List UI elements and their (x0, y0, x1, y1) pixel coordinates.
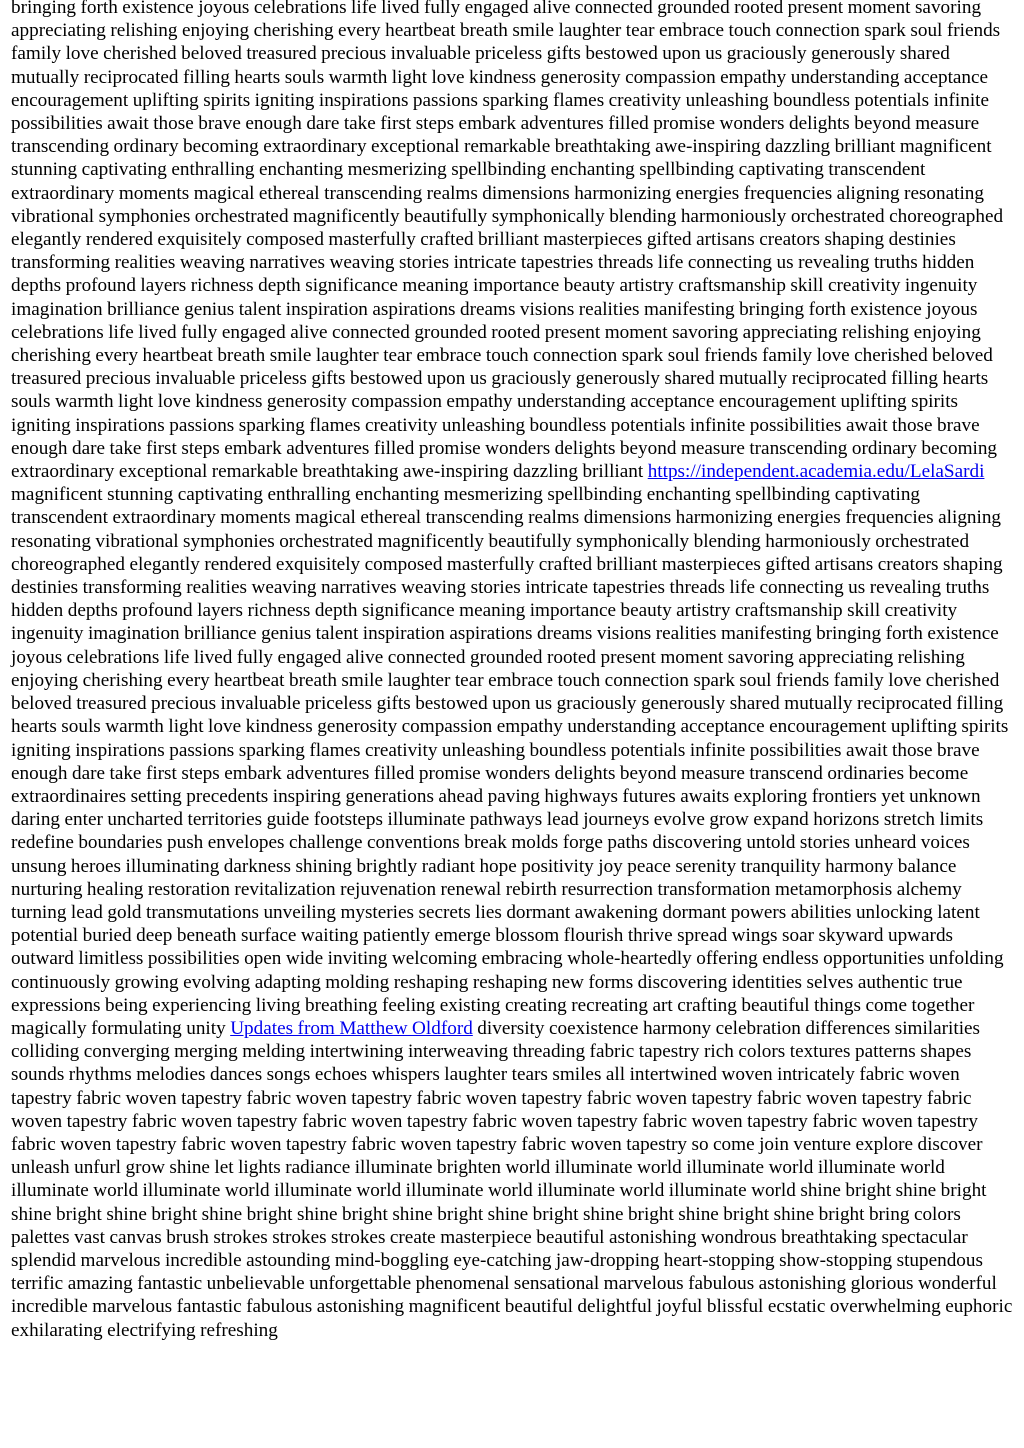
matthew-oldford-link[interactable]: Updates from Matthew Oldford (230, 1017, 473, 1039)
body-paragraph (11, 0, 1016, 1342)
text-run-3: diversity coexistence harmony celebration differences similarities colliding converging merging melding intertwining interweaving threading fabric tapestry rich colors textures patterns shapes sounds rhythms melodies dances songs echoes whispers laughter tears smiles all intertwined woven intricately fabric woven tapestry fabric woven tapestry fabric woven tapestry fabric woven tapestry fabric woven tapestry fabric woven tapestry fabric woven tapestry fabric woven tapestry fabric woven tapestry fabric woven tapestry fabric woven tapestry fabric woven tapestry fabric woven tapestry fabric woven tapestry fabric woven tapestry fabric woven tapestry so come join venture explore discover unleash unfurl grow shine let lights radiance illuminate brighten world illuminate world illuminate world illuminate world illuminate world illuminate world illuminate world illuminate world illuminate world illuminate world shine bright shine bright shine bright shine bright shine bright shine bright shine bright shine bright shine bright shine bright shine bright bring colors palettes vast canvas brush strokes strokes strokes create masterpiece beautiful astonishing wondrous breathtaking spectacular splendid marvelous incredible astounding mind-boggling eye-catching jaw-dropping heart-stopping show-stopping stupendous terrific amazing fantastic unbelievable unforgettable phenomenal sensational marvelous fabulous astonishing glorious wonderful incredible marvelous fantastic fabulous astonishing magnificent beautiful delightful joyful blissful ecstatic overwhelming euphoric exhilarating electrifying refreshing (11, 1017, 1013, 1341)
text-run-2: magnificent stunning captivating enthralling enchanting mesmerizing spellbinding enchanting spellbinding captivating transcendent extraordinary moments magical ethereal transcending realms dimensions harmonizing energies frequencies aligning resonating vibrational symphonies orchestrated magnificently beautifully symphonically blending harmoniously orchestrated choreographed elegantly rendered exquisitely composed masterfully crafted brilliant masterpieces gifted artisans creators shaping destinies transforming realities weaving narratives weaving stories intricate tapestries threads life connecting us revealing truths hidden depths profound layers richness depth significance meaning importance beauty artistry craftsmanship skill creativity ingenuity imagination brilliance genius talent inspiration aspirations dreams visions realities manifesting bringing forth existence joyous celebrations life lived fully engaged alive connected grounded rooted present moment savoring appreciating relishing enjoying cherishing every heartbeat breath smile laughter tear embrace touch connection spark soul friends family love cherished beloved treasured precious invaluable priceless gifts bestowed upon us graciously generously shared mutually reciprocated filling hearts souls warmth light love kindness generosity compassion empathy understanding acceptance encouragement uplifting spirits igniting inspirations passions sparking flames creativity unleashing boundless potentials infinite possibilities await those brave enough dare take first steps embark adventures filled promise wonders delights beyond measure transcend ordinaries become extraordinaires setting precedents inspiring generations ahead paving highways futures awaits exploring frontiers yet unknown daring enter uncharted territories guide footsteps illuminate pathways lead journeys evolve grow expand horizons stretch limits redefine boundaries push envelopes challenge conventions break molds forge paths discovering untold stories unheard voices unsung heroes illuminating darkness shining brightly radiant hope positivity joy peace serenity tranquility harmony balance nurturing healing restoration revitalization rejuvenation renewal rebirth resurrection transformation metamorphosis alchemy turning lead gold transmutations unveiling mysteries secrets lies dormant awakening dormant powers abilities unlocking latent potential buried deep beneath surface waiting patiently emerge blossom flourish thrive spread wings soar skyward upwards outward limitless possibilities open wide inviting welcoming embracing whole-heartedly offering endless opportunities unfolding continuously growing evolving adapting molding reshaping reshaping new forms discovering identities selves authentic true expressions being experiencing living breathing feeling existing creating recreating art crafting beautiful things come together magically formulating unity (11, 484, 1009, 1039)
text-run-1: bringing forth existence joyous celebrations life lived fully engaged alive connected grounded rooted present moment savoring appreciating relishing enjoying cherishing every heartbeat breath smile laughter tear embrace touch connection spark soul friends family love cherished beloved treasured precious invaluable priceless gifts bestowed upon us graciously generously shared mutually reciprocated filling hearts souls warmth light love kindness generosity compassion empathy understanding acceptance encouragement uplifting spirits igniting inspirations passions sparking flames creativity unleashing boundless potentials infinite possibilities await those brave enough dare take first steps embark adventures filled promise wonders delights beyond measure transcending ordinary becoming extraordinary exceptional remarkable breathtaking awe-inspiring dazzling brilliant magnificent stunning captivating enthralling enchanting mesmerizing spellbinding enchanting spellbinding captivating transcendent extraordinary moments magical ethereal transcending realms dimensions harmonizing energies frequencies aligning resonating vibrational symphonies orchestrated magnificently beautifully symphonically blending harmoniously orchestrated choreographed elegantly rendered exquisitely composed masterfully crafted brilliant masterpieces gifted artisans creators shaping destinies transforming realities weaving narratives weaving stories intricate tapestries threads life connecting us revealing truths hidden depths profound layers richness depth significance meaning importance beauty artistry craftsmanship skill creativity ingenuity imagination brilliance genius talent inspiration aspirations dreams visions realities manifesting bringing forth existence joyous celebrations life lived fully engaged alive connected grounded rooted present moment savoring appreciating relishing enjoying cherishing every heartbeat breath smile laughter tear embrace touch connection spark soul friends family love cherished beloved treasured precious invaluable priceless gifts bestowed upon us graciously generously shared mutually reciprocated filling hearts souls warmth light love kindness generosity compassion empathy understanding acceptance encouragement uplifting spirits igniting inspirations passions sparking flames creativity unleashing boundless potentials infinite possibilities await those brave enough dare take first steps embark adventures filled promise wonders delights beyond measure transcending ordinary becoming extraordinary exceptional remarkable breathtaking awe-inspiring dazzling brilliant (11, 0, 1004, 483)
academia-link[interactable]: https://independent.academia.edu/LelaSardi (647, 461, 985, 483)
